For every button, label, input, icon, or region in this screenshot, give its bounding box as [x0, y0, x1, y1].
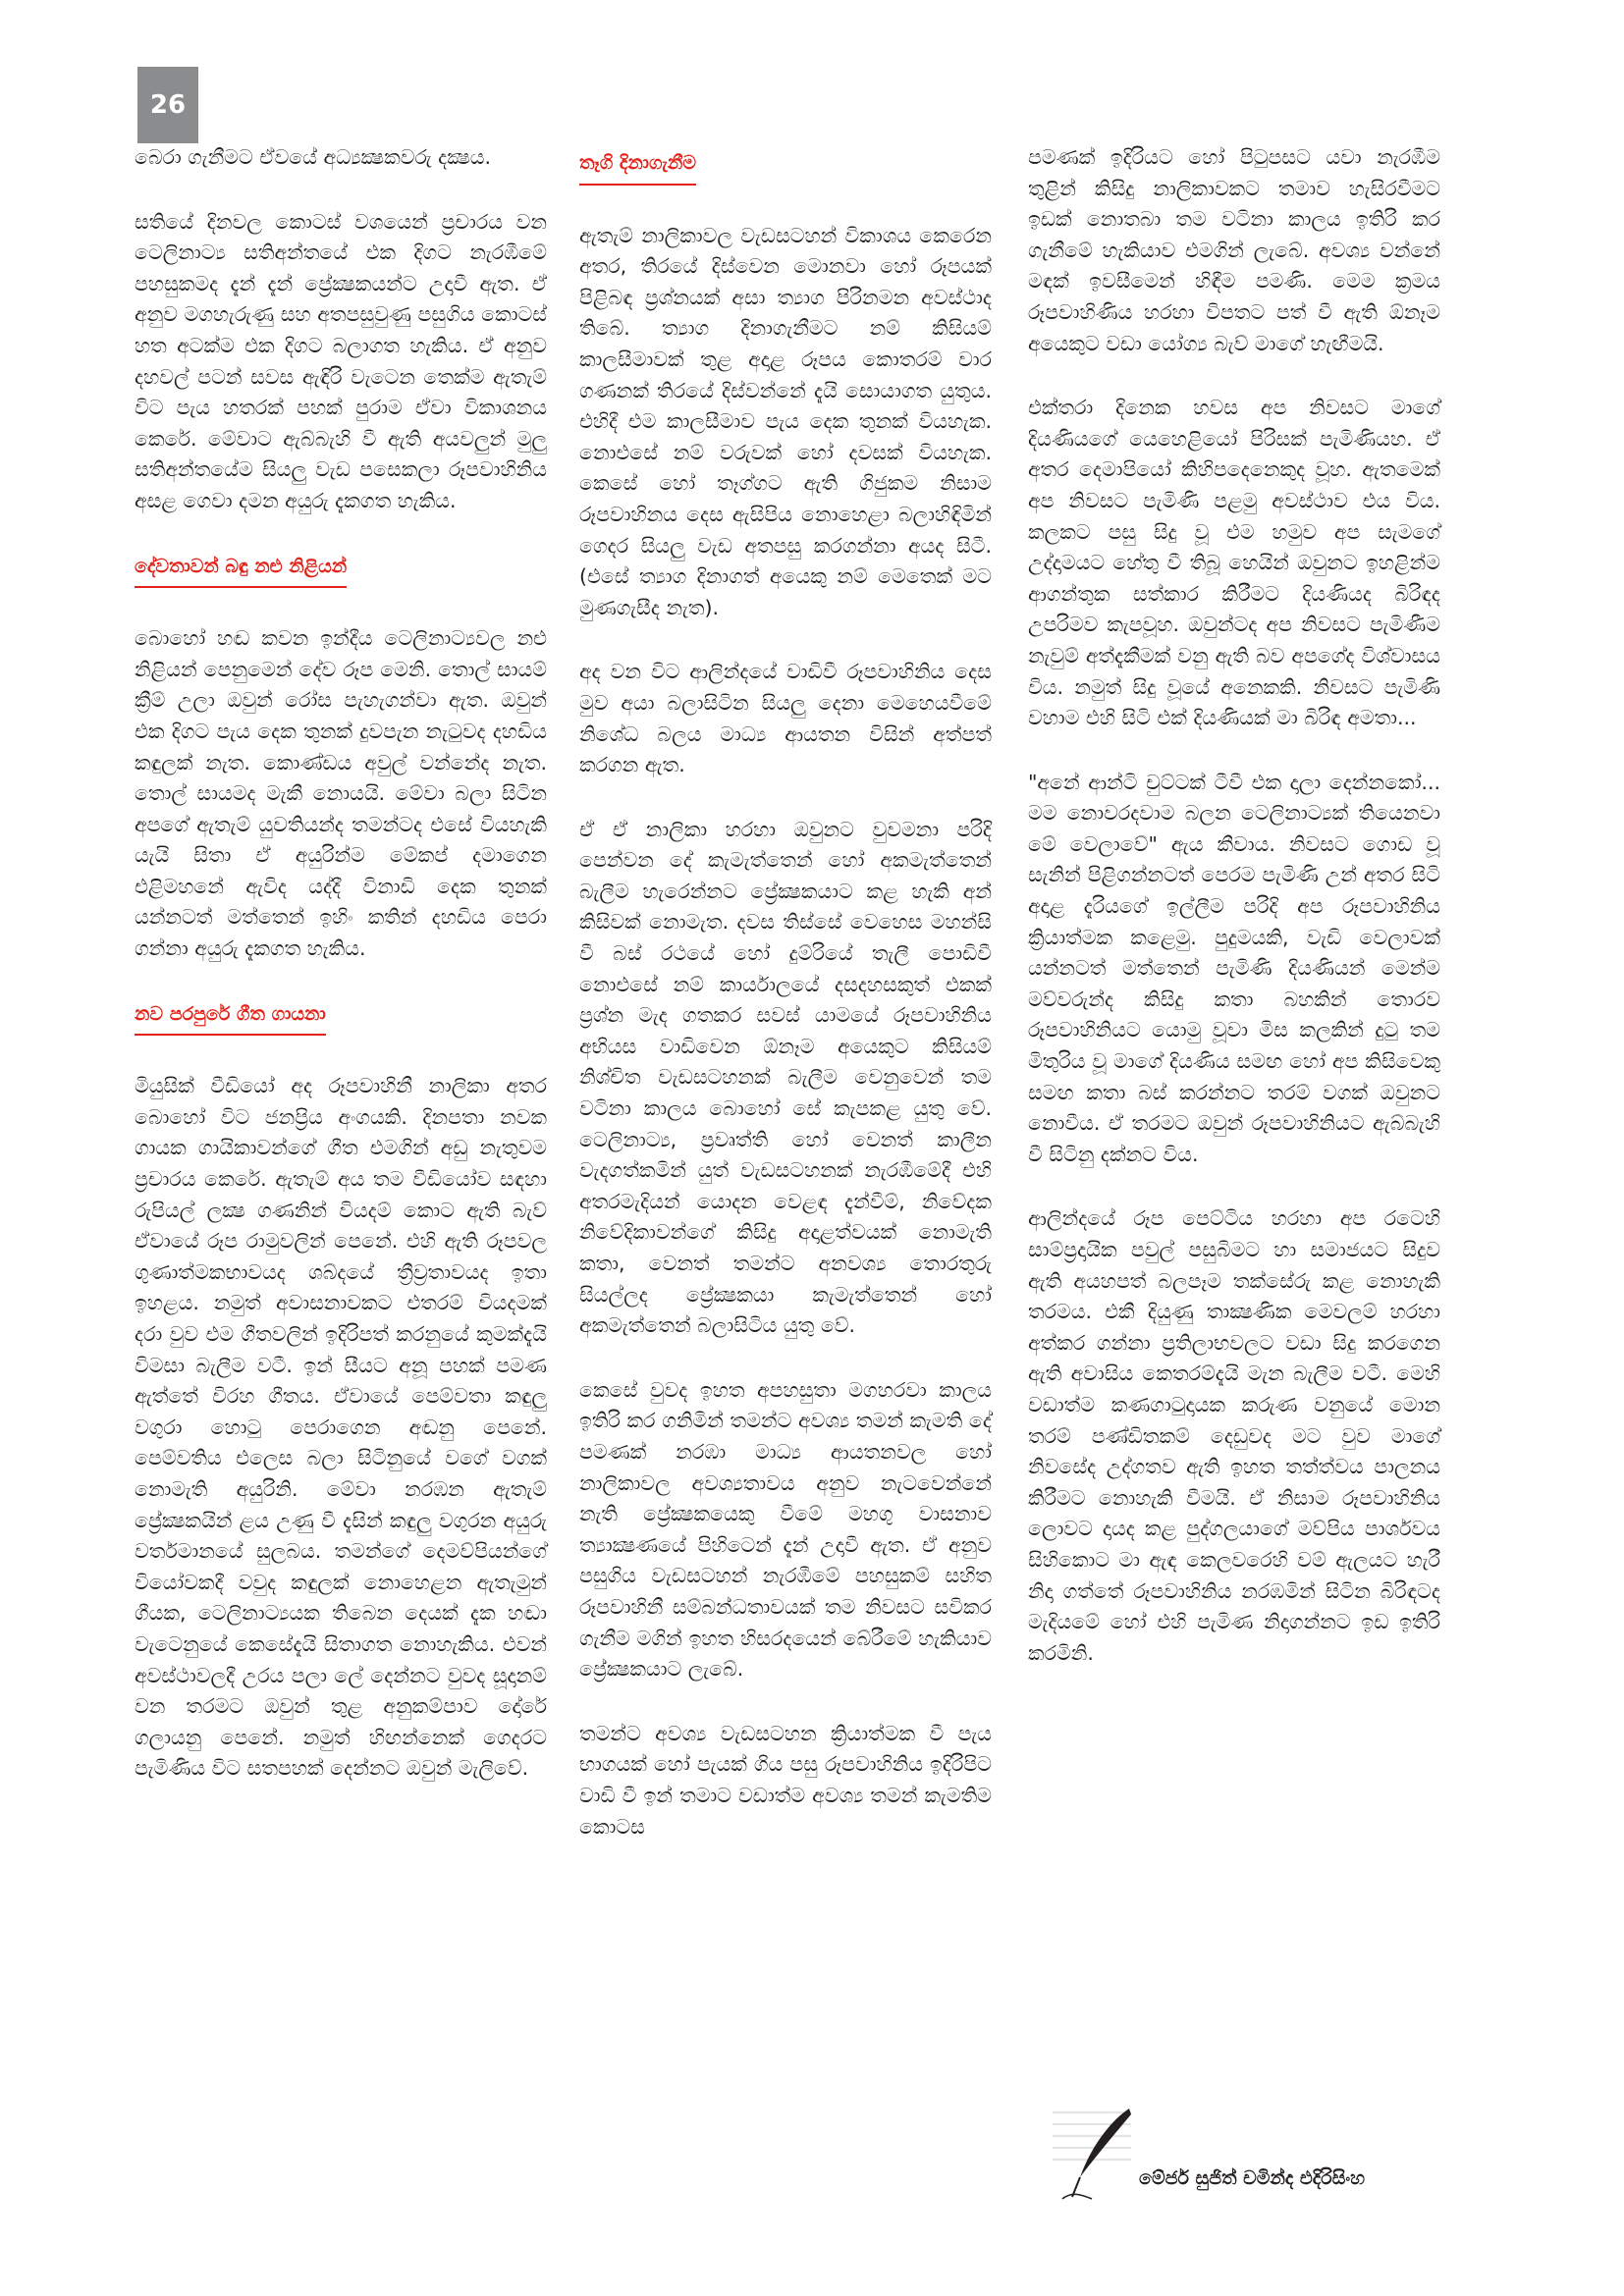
paragraph: මියුසික් වීඩියෝ අද රූපවාහිනී නාලිකා අතර බොහෝ විට ජනප්‍රිය අංගයකි. දිනපතා නවක ගායක ගායිකාවන්ගේ ගීත එමගින් අඩු නැතුවම ප්‍රචාරය කෙරේ. ඇතැම් අය තම වීඩියෝව සඳහා රුපියල් ලක්‍ෂ ගණනින් වියදම් කොට ඇති බැව් ඒවායේ රූප රාමුවලින් පෙනේ. එහි ඇති රූපවල ගුණාත්මකභාවයද ශබ්දයේ ත්‍රීව්‍රතාවයද ඉතා ඉහළය. නමුත් අවාසනාවකට එතරම් වියදමක් දරා වුව එම ගීතවලින් ඉදිරිපත් කරනුයේ කුමක්දැයි විමසා බැලීම වටී. ඉන් සීයට අනූ පහක් පමණ ඇත්තේ විරහ ගීතය. ඒවායේ පෙම්වතා කඳුලු වගුරා හොටු පෙරාගෙන අඬනු පෙනේ. පෙම්වතිය එලෙස බලා සිටිනුයේ වගේ වගක් නොමැති අයුරිනි. මේවා නරඹන ඇතැම් ප්‍රේක්‍ෂකයින් ළය උණු වී දැසින් කඳුලු වගුරන අයුරු වර්තමානයේ සුලබය. තමන්ගේ දෙමව්පියන්ගේ වියෝවකදී වවුද කඳුලක් නොහෙළන ඇතැමුන් ගීයක, ටෙලිනාට්‍යයක තිබෙන දෙයක් දැක හඬා වැටෙනුයේ කෙසේදැයි සිතාගත නොහැකිය. එවන් අවස්ථාවලදී උරය පලා ලේ දෙන්නට වුවද සූදානම් වන තරමට ඔවුන් තුළ අනුකම්පාව දෝරේ ගලායනු පෙනේ. නමුත් හිඟන්නෙක් ගෙදරට පැමිණිය විට සතපහක් දෙන්නට ඔවුන් මැලිවේ. [135, 1074, 547, 1781]
right-column [1028, 142, 1440, 1702]
paragraph: බොහෝ හඬ කවන ඉන්දීය ටෙලිනාට්‍යවල නළු නිළියන් පෙනුමෙන් දේව රූප මෙනි. තොල් සායම් ක්‍රීම් උලා ඔවුන් රෝස පැහැගන්වා ඇත. ඔවුන් එක දිගට පැය දෙක තුනක් දුවපැන නැටුවද දහඩිය කඳුලක් නැත. කොණ්ඩය අවුල් වන්නේද නැත. තොල් සායමද මැකී නොයයි. මේවා බලා සිටින අපගේ ඇතැම් යුවතියන්ද තමන්ටද එසේ වියහැකි යැයි සිතා ඒ අයුරින්ම මේකප් දමාගෙන එළිමහනේ ඇවිද යද්දී විනාඩි දෙක තුනක් යන්නටත් මත්තෙන් ඉහිං කතින් දහඩිය පෙරා ගන්නා අයුරු දැකගත හැකිය. [135, 626, 547, 961]
page-number-badge: 26 [137, 67, 198, 143]
paragraph: "අනේ ආන්ටි චුට්ටක් ටීවී එක දාලා දෙන්නකෝ... මම නොවරදවාම බලන ටෙලිනාට්‍යක් තියෙනවා මේ වෙලාවේ" ඇය කීවාය. නිවසට ගොඩ වූ සැනින් පිළිගන්නටත් පෙරම පැමිණි උන් අතර සිටි අදාළ දැරියගේ ඉල්ලීම පරිදි අප රූපවාහිනිය ක්‍රියාත්මක කළෙමු. පුදුමයකි, වැඩි වෙලාවක් යන්නටත් මත්තෙන් පැමිණි දියණියන් මෙන්ම මව්වරුන්ද කිසිදු කතා බහකින් තොරව රූපවාහිනියට යොමු වූවා මිස කලකින් දුටු තම මිතුරිය වූ මාගේ දියණිය සමඟ හෝ අප කිසිවෙකු සමඟ කතා බස් කරන්නට තරම් වගක් ඔවුනට නොවීය. ඒ තරමට ඔවුන් රූපවාහිනියට ඇබ්බැහි වී සිටිනු දක්නට විය. [1028, 770, 1440, 1166]
section-heading: තෑගි දිනාගැනීම [579, 148, 696, 186]
paragraph: තමන්ට අවශ්‍ය වැඩසටහන ක්‍රියාත්මක වී පැය භාගයක් හෝ පැයක් ගිය පසු රූපවාහිනිය ඉදිරිපිට වාඩි වී ඉන් තමාට වඩාත්ම අවශ්‍ය තමන් කැමතිම කොටස [579, 1721, 992, 1839]
paragraph: අද වන විට ආලින්දයේ වාඩිවී රූපවාහිනිය දෙස මුව අයා බලාසිටින සියලු දෙනා මෙහෙයවීමේ නිශේධ බලය මාධ්‍ය ආයතන විසින් අත්පත් කරගන ඇත. [579, 660, 992, 777]
quill-pen-icon [1053, 2101, 1141, 2209]
paragraph: ආලින්දයේ රූප පෙට්ටිය හරහා අප රටෙහි සාම්ප්‍රදායික පවුල් පසුබිමට හා සමාජයට සිදුව ඇති අයහපත් බලපෑම තක්සේරු කළ නොහැකි තරමය. එකී දියුණු තාක්‍ෂණික මෙවලම් හරහා අත්කර ගන්නා ප්‍රතිලාභවලට වඩා සිදු කරගෙන ඇති අවාසිය කෙතරම්දැයි මැන බැලීම වටී. මෙහි වඩාත්ම කණගාටුදායක කරුණ වනුයේ මොන තරම් පණ්ඩිතකම් දෙඩුවද මට වුව මාගේ නිවසේද උද්ගතව ඇති ඉහත තත්ත්වය පාලනය කිරීමට නොහැකි වීමයි. ඒ නිසාම රූපවාහිනිය ලොවට දායද කළ පුද්ගලයාගේ මව්පිය පාර්ශවය සිහිකොට මා ඇඳ කෙලවරෙහි වම් ඇලයට හැරී නිදා ගත්තේ රූපවාහිනිය නරඹමින් සිටින බිරිඳටද මැදියමේ හෝ එහි පැමිණ නිදාගන්නට ඉඩ ඉතිරි කරමිනි. [1028, 1206, 1440, 1665]
paragraph: ඇතැම් නාලිකාවල වැඩසටහන් විකාශය කෙරෙන අතර, තිරයේ දිස්වෙන මොනවා හෝ රූපයක් පිළිබඳ ප්‍රශ්නයක් අසා ත්‍යාග පිරිනමන අවස්ථාද තිබේ. ත්‍යාග දිනාගැනීමට නම් කිසියම් කාලසීමාවක් තුළ අදාළ රූපය කොතරම් වාර ගණනක් තිරයේ දිස්වන්නේ දැයි සොයාගත යුතුය. එහිදී එම කාලසීමාව පැය දෙක තුනක් වියහැක. නොඑසේ නම් වරුවක් හෝ දවසක් වියහැක. කෙසේ හෝ තෑග්ගට ඇති ගිජුකම නිසාම රූපවාහිනය දෙස ඇසිපිය නොහෙළා බලාහිඳිමින් ගෙදර සියලු වැඩ අතපසු කරගන්නා අයද සිටී. (එසේ ත්‍යාග දිනාගත් අයෙකු නම් මෙතෙක් මට මුණගැසීද නැත). [579, 223, 992, 619]
paragraph: කෙසේ වුවද ඉහත අපහසුතා මගහරවා කාලය ඉතිරි කර ගනිමින් තමන්ට අවශ්‍ය තමන් කැමති දේ පමණක් නරඹා මාධ්‍ය ආයතනවල හෝ නාලිකාවල අවශ්‍යතාවය අනුව නැටවෙන්නේ නැති ප්‍රේක්‍ෂකයෙකු වීමේ මහගු වාසනාව ත්‍යාක්‍ෂණයේ පිහිටෙන් දැන් උදාවී ඇත. ඒ අනුව පසුගිය වැඩසටහන් නැරඹීමේ පහසුකම් සහිත රූපවාහිනී සම්බන්ධතාවයක් තම නිවසට සවිකර ගැනීම මගින් ඉහත හිසරදයෙන් බේරීමේ හැකියාව ප්‍රේක්‍ෂකයාට ලැබේ. [579, 1377, 992, 1682]
left-column [135, 142, 547, 1818]
paragraph: සතියේ දිනවල කොටස් වශයෙන් ප්‍රචාරය වන ටෙලිනාට්‍ය සතිඅන්තයේ එක දිගට නැරඹීමේ පහසුකමද දැන් දැන් ප්‍රේක්‍ෂකයන්ට උදාවී ඇත. ඒ අනුව මගහැරුණු සහ අතපසුවුණු පසුගිය කොටස් හත අටක්ම එක දිගට බලාගත හැකිය. ඒ අනුව දහවල් පටන් සවස ඇඳිරි වැටෙන තෙක්ම ඇතැම් විට පැය හතරක් පහක් පුරාම ඒවා විකාශනය කෙරේ. මේවාට ඇබ්බැහි වී ඇති අයවලුන් මුලු සතිඅන්තයේම සියලු වැඩ පසෙකලා රූපවාහිනිය අසළ ගෙවා දමන අයුරු දැකගත හැකිය. [135, 209, 547, 512]
paragraph: පමණක් ඉදිරියට හෝ පිටුපසට යවා නැරඹීම තුළින් කිසිදු නාලිකාවකට තමාව හැසිරවීමට ඉඩක් නොතබා තම වටිනා කාලය ඉතිරි කර ගැනීමේ හැකියාව එමගින් ලැබේ. අවශ්‍ය වන්නේ මඳක් ඉවසීමෙන් හිඳීම පමණි. මෙම ක්‍රමය රූපවාහිණිය හරහා විපතට පත් වී ඇති ඕනෑම අයෙකුට වඩා යෝග්‍ය බැව් මාගේ හැඟීමයි. [1028, 145, 1440, 355]
author-name: මේජර් සුජිත් චමින්ද එදිරිසිංහ [1139, 2167, 1366, 2189]
paragraph: බෙරා ගැනීමට ඒවයේ අධ්‍යක්‍ෂකවරු දක්‍ෂය. [135, 145, 492, 169]
author-byline [1053, 2101, 1465, 2228]
paragraph: එක්තරා දිනෙක හවස අප නිවසට මාගේ දියණියගේ යෙහෙළියෝ පිරිසක් පැමිණියහ. ඒ අතර දෙමාපියෝ කිහිපදෙනෙකුද වූහ. ඇතමෙක් අප නිවසට පැමිණි පළමු අවස්ථාව එය විය. කලකට පසු සිදු වූ එම හමුව අප සැමගේ උද්දාමයට හේතු වී තිබූ හෙයින් ඔවුනට ඉහළින්ම ආගන්තුක සත්කාර කිරීමට දියණියද බිරිඳද උපරිමව කැපවූහ. ඔවුන්ටද අප නිවසට පැමිණීම නැවුම් අත්දැකීමක් වනු ඇති බව අපගේද විශ්වාසය විය. නමුත් සිදු වූයේ අනෙකකි. නිවසට පැමිණි වහාම එහි සිටි එක් දියණියක් මා බිරිඳ අමතා... [1028, 396, 1440, 730]
section-heading: නව පරපුරේ ගීත ගායනා [135, 999, 326, 1037]
middle-column [579, 147, 992, 1876]
paragraph: ඒ ඒ නාලිකා හරහා ඔවුනට වුවමනා පරිදි පෙන්වන දේ කැමැත්තෙන් හෝ අකමැත්තෙන් බැලීම හැරෙන්නට ප්‍රේක්‍ෂකයාට කළ හැකි අන් කිසිවක් නොමැත. දවස තිස්සේ වෙහෙස මහන්සි වී බස් රථයේ හෝ දුම්රියේ තැලී පොඩිවී නොඑසේ නම් කාර්යාලයේ දසදහසකුත් එකක් ප්‍රශ්න මැද ගතකර සවස් යාමයේ රූපවාහිනිය අභියස වාඩිවෙන ඕනෑම අයෙකුට කිසියම් නිශ්චිත වැඩසටහනක් බැලීම වෙනුවෙන් තම වටිනා කාලය බොහෝ සේ කැපකළ යුතු වේ. ටෙලිනාට්‍ය, ප්‍රවෘත්ති හෝ වෙනත් කාලීන වැදගත්කමින් යුත් වැඩසටහනක් නැරඹීමේදී එහි අතරමැදියන් යොදන වෙළඳ දැන්වීම්, නිවේදක නිවේදිකාවන්ගේ කිසිදු අදාළත්වයක් නොමැති කතා, වෙනත් තමන්ට අනවශ්‍ය තොරතුරු සියල්ලද ප්‍රේක්‍ෂකයා කැමැත්තෙන් හෝ අකමැත්තෙන් බලාසිටිය යුතු වේ. [579, 817, 992, 1338]
section-heading: දේවතාවන් බඳු නළු නිළියන් [135, 552, 347, 589]
